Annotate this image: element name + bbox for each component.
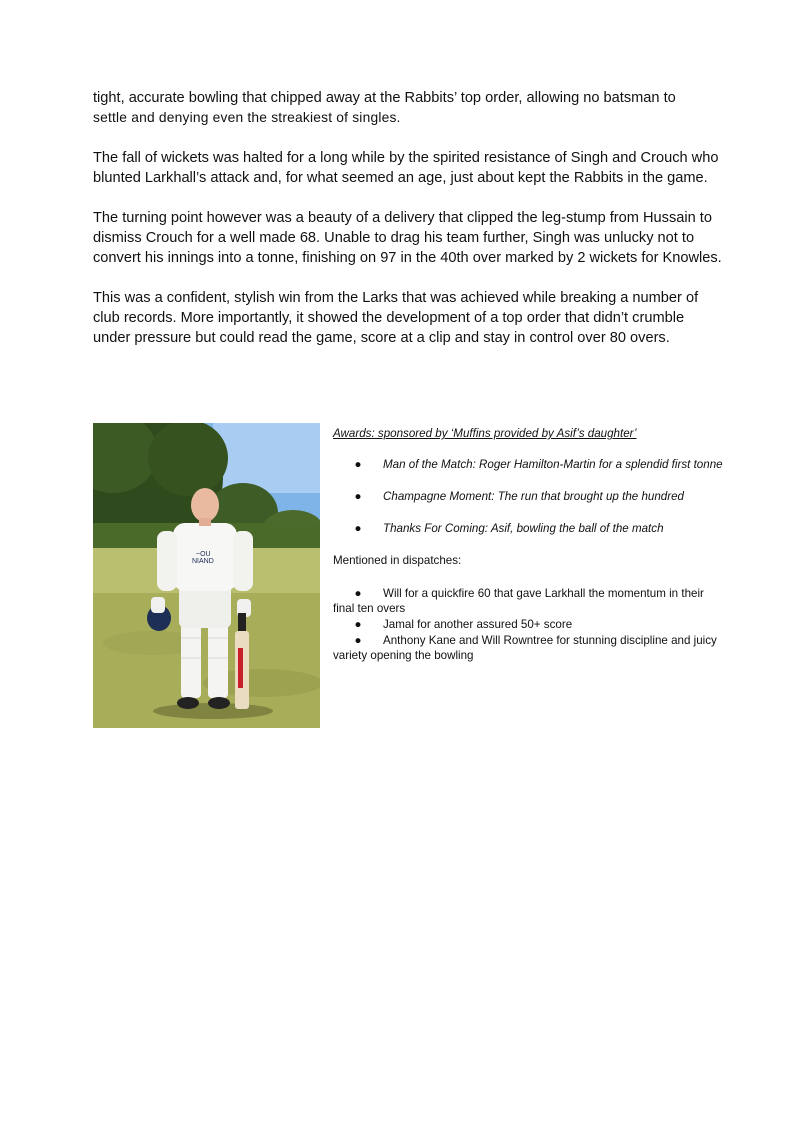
award-text: Man of the Match: Roger Hamilton-Martin for a splendid first tonne <box>383 458 723 471</box>
dispatch-item <box>333 586 723 616</box>
paragraph-summary: This was a confident, stylish win from the Larks that was achieved while breaking a number of club records. More importantly, it showed the development of a top order that didn’t crumble under pressure but could read the game, score at a clip and stay in control over 80 overs. <box>93 290 699 346</box>
dispatches-heading: Mentioned in dispatches: <box>333 554 462 567</box>
dispatch-text: Jamal for another assured 50+ score <box>383 618 573 631</box>
paragraph-line: tight, accurate bowling that chipped away at the Rabbits’ top order, allowing no batsman to <box>93 90 676 106</box>
bullet-icon: ● <box>354 522 362 535</box>
bullet-icon: ● <box>354 634 362 647</box>
dispatch-text: Anthony Kane and Will Rowntree for stunning discipline and juicy variety opening the bowling <box>333 634 717 662</box>
cricketer-photo <box>93 423 320 728</box>
award-man-of-the-match <box>333 457 723 472</box>
dispatch-item <box>333 633 723 663</box>
article-body <box>93 88 723 368</box>
awards-section <box>333 423 723 664</box>
dispatch-item <box>333 617 723 632</box>
bullet-icon: ● <box>354 458 362 471</box>
paragraph-line: settle and denying even the streakiest of singles. <box>93 110 401 125</box>
shirt-sponsor-text: NIAND <box>192 558 214 565</box>
award-thanks-for-coming <box>333 521 723 536</box>
bullet-icon: ● <box>354 490 362 503</box>
paragraph-resistance: The fall of wickets was halted for a long while by the spirited resistance of Singh and Crouch who blunted Larkhall’s attack and, for what seemed an age, just about kept the Rabbits in the game. <box>93 150 719 186</box>
bullet-icon: ● <box>354 618 362 631</box>
award-champagne-moment <box>333 489 723 504</box>
bullet-icon: ● <box>354 587 362 600</box>
paragraph-turning-point: The turning point however was a beauty of a delivery that clipped the leg-stump from Hussain to dismiss Crouch for a well made 68. Unable to drag his team further, Singh was unlucky not to convert his innings into a tonne, finishing on 97 in the 40th over marked by 2 wickets for Knowles. <box>93 210 722 266</box>
dispatch-text: Will for a quickfire 60 that gave Larkhall the momentum in their final ten overs <box>333 587 704 615</box>
paragraph-bowling <box>93 88 723 128</box>
photo-and-awards <box>93 423 723 728</box>
award-text: Champagne Moment: The run that brought up the hundred <box>383 490 684 503</box>
shirt-sponsor-text: ~OU <box>196 551 211 558</box>
awards-heading: Awards: sponsored by ‘Muffins provided by Asif’s daughter’ <box>333 427 637 440</box>
cricketer-photo-illustration <box>93 423 320 728</box>
award-text: Thanks For Coming: Asif, bowling the ball of the match <box>383 522 664 535</box>
